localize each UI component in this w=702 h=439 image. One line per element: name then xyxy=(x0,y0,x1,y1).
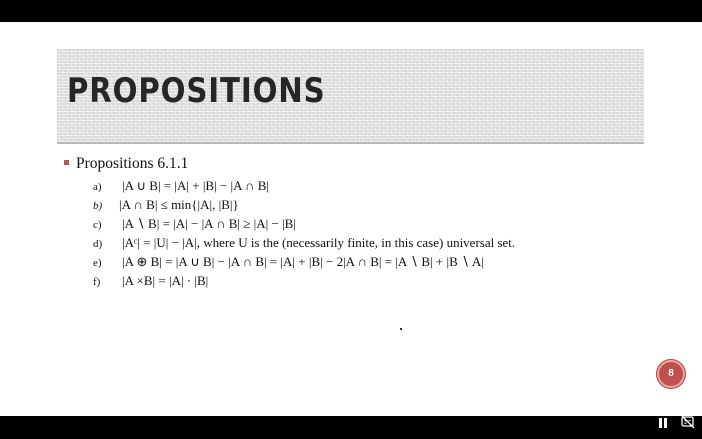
item-label: e) xyxy=(93,257,102,269)
list-item xyxy=(93,214,515,233)
list-item xyxy=(93,271,515,290)
bullet-icon xyxy=(64,160,69,165)
item-formula: |A ×B| = |A| · |B| xyxy=(122,273,209,288)
list-item xyxy=(93,252,515,271)
item-formula: |A ∪ B| = |A| + |B| − |A ∩ B| xyxy=(122,178,269,193)
item-formula: |A ∖ B| = |A| − |A ∩ B| ≥ |A| − |B| xyxy=(122,216,296,231)
slide-title: PROPOSITIONS xyxy=(67,71,326,111)
stray-dot xyxy=(400,328,402,330)
heading-text: Propositions 6.1.1 xyxy=(76,155,189,172)
slide xyxy=(0,22,702,416)
item-label: f) xyxy=(93,276,101,288)
proposition-list xyxy=(93,176,515,290)
item-label: b) xyxy=(93,200,103,212)
captions-off-icon[interactable] xyxy=(680,414,696,430)
item-label: d) xyxy=(93,238,103,250)
item-formula: |A ⊕ B| = |A ∪ B| − |A ∩ B| = |A| + |B| − 2|A ∩ B| = |A ∖ B| + |B ∖ A| xyxy=(122,254,484,269)
list-item xyxy=(93,176,515,195)
page-number-badge: 8 xyxy=(657,360,685,388)
list-item xyxy=(93,233,515,252)
item-label: c) xyxy=(93,219,102,231)
item-label: a) xyxy=(93,181,102,193)
list-item xyxy=(93,195,515,214)
item-formula: |Aᶜ| = |U| − |A|, where U is the (necessarily finite, in this case) universal set. xyxy=(122,235,516,250)
pause-icon[interactable] xyxy=(659,416,671,430)
title-divider xyxy=(57,142,644,144)
title-band xyxy=(57,49,644,142)
item-formula: |A ∩ B| ≤ min{|A|, |B|} xyxy=(119,197,239,212)
proposition-heading xyxy=(64,155,188,173)
